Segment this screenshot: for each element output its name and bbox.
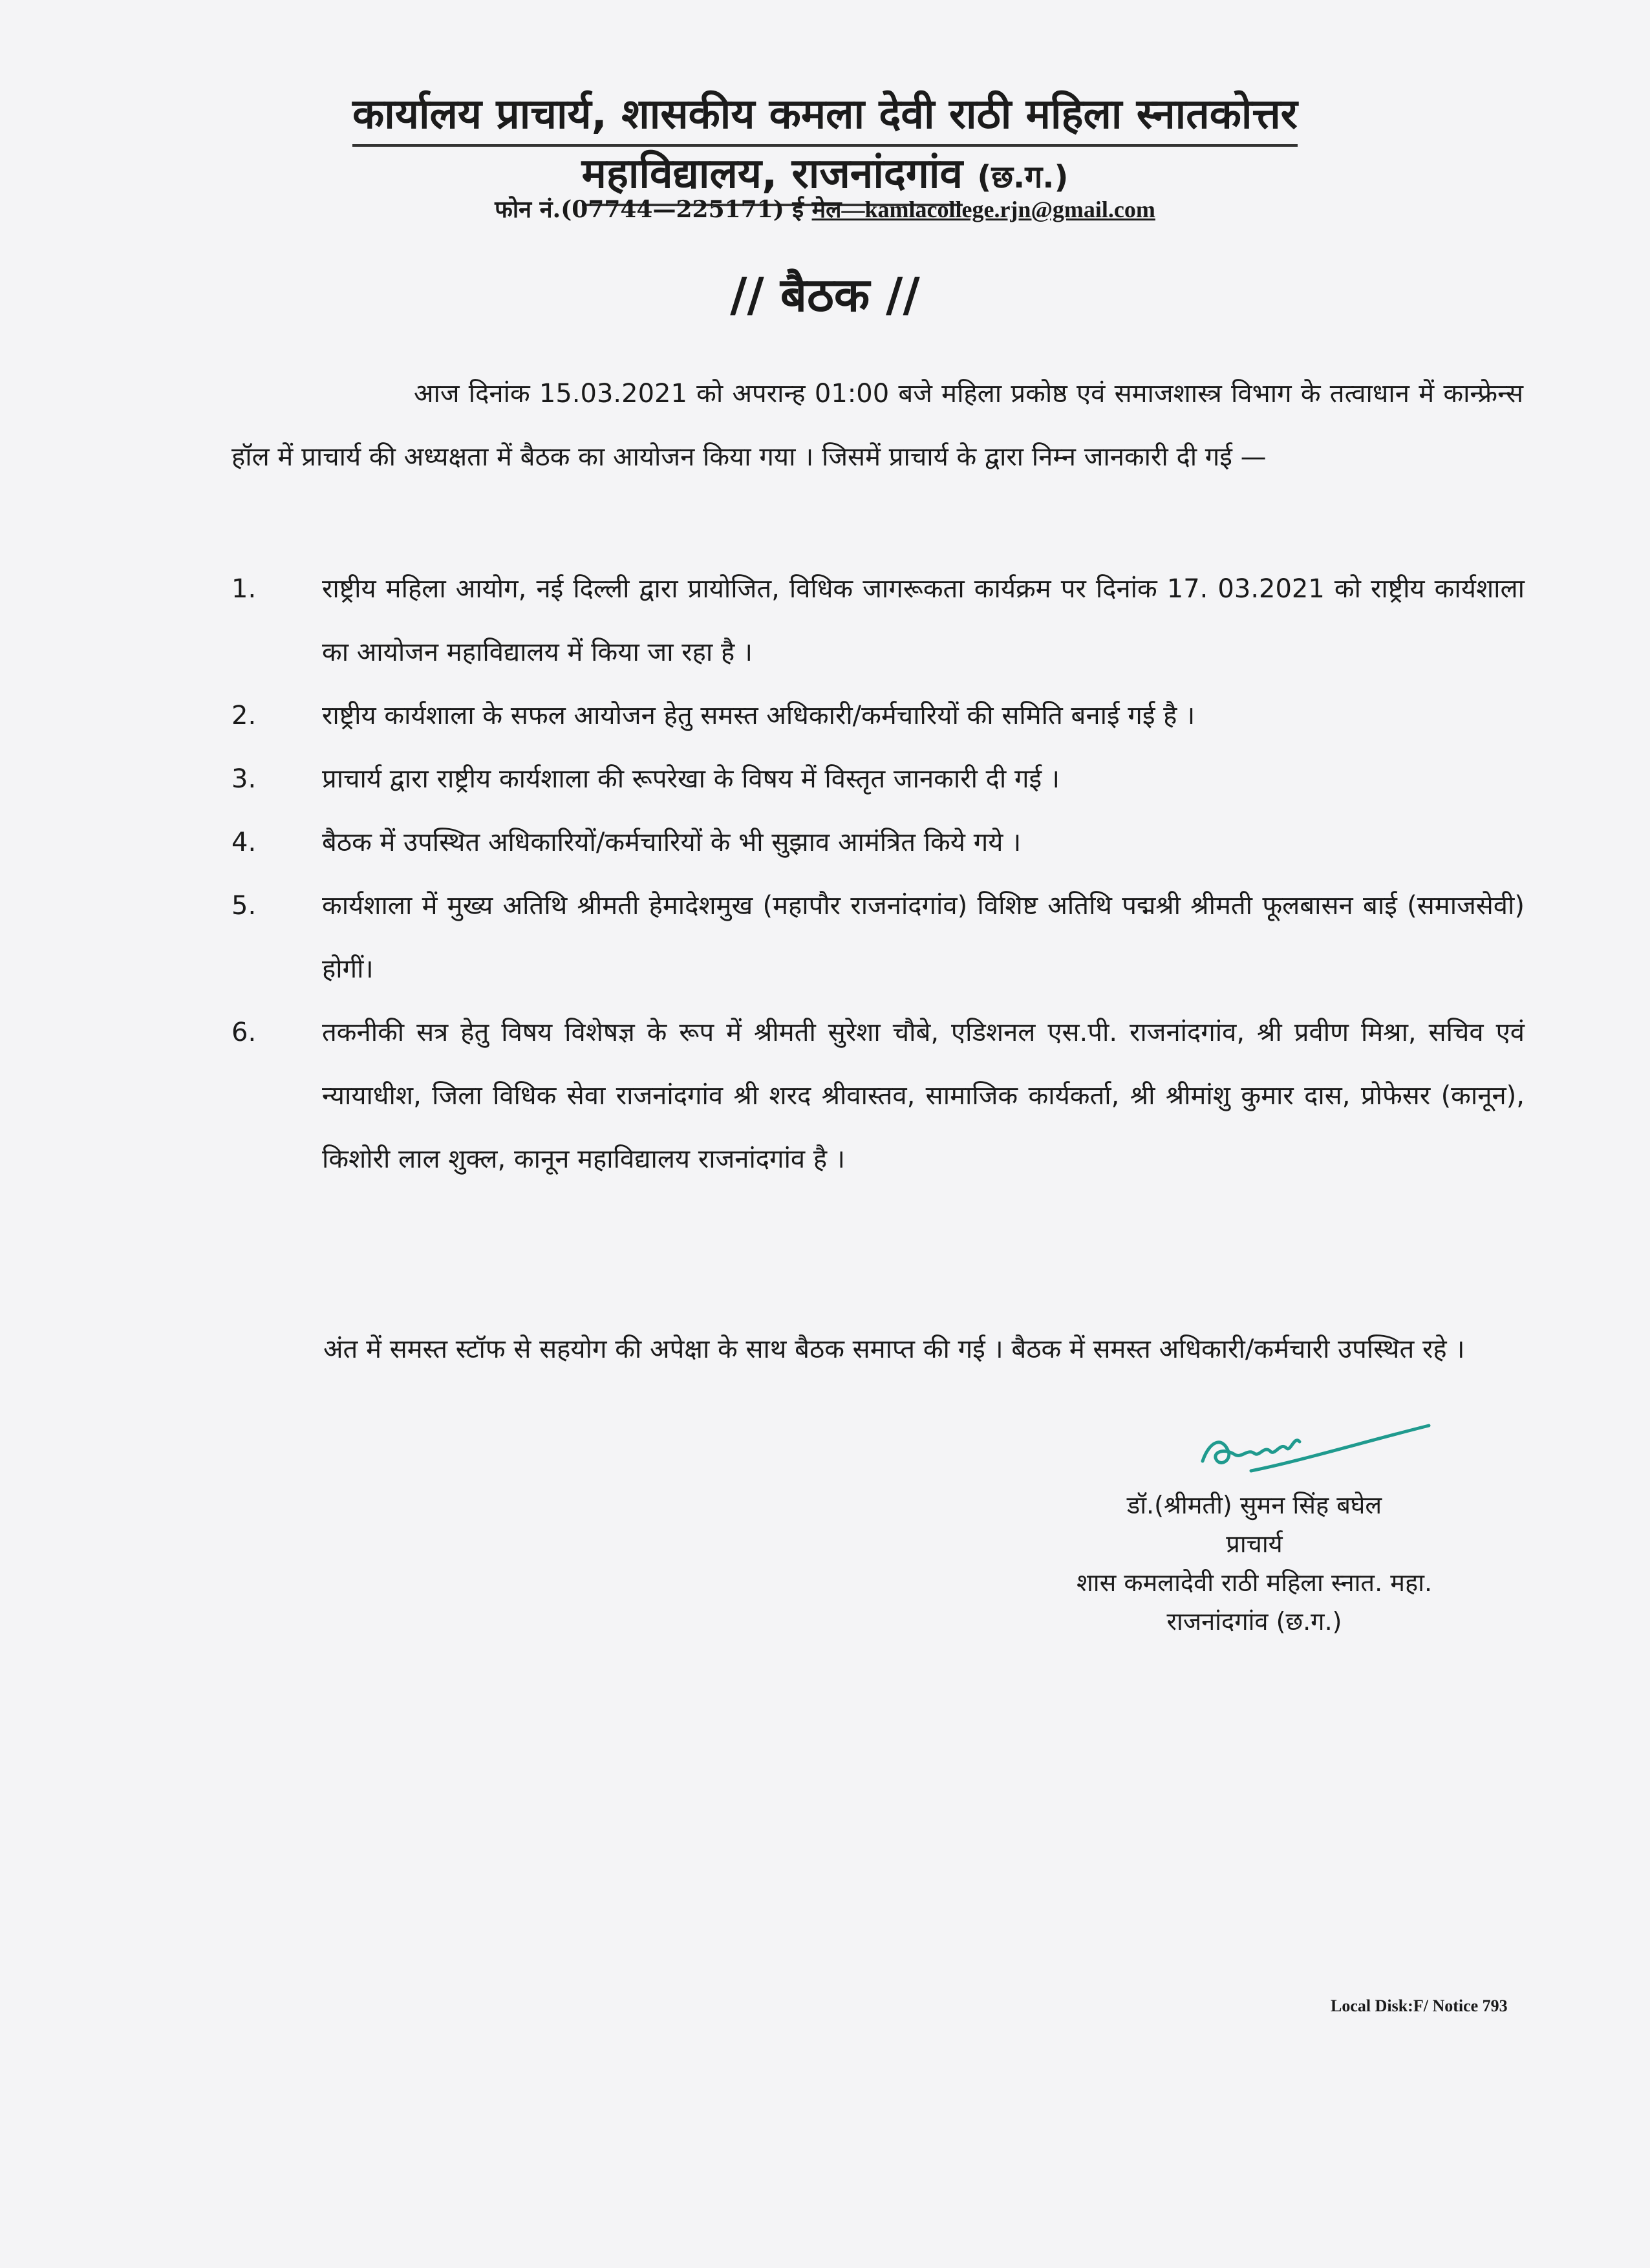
list-item xyxy=(231,811,1525,874)
item-number: 2. xyxy=(231,701,257,731)
item-text: कार्यशाला में मुख्य अतिथि श्रीमती हेमादेशमुख (महापौर राजनांदगांव) विशिष्ट अतिथि पद्मश्री श्रीमती फूलबासन बाई (समाजसेवी) होगीं। xyxy=(322,891,1525,984)
list-item xyxy=(231,1001,1525,1191)
item-text: प्राचार्य द्वारा राष्ट्रीय कार्यशाला की रूपरेखा के विषय में विस्तृत जानकारी दी गई । xyxy=(322,764,1060,794)
intro-paragraph: आज दिनांक 15.03.2021 को अपरान्ह 01:00 बजे महिला प्रकोष्ठ एवं समाजशास्त्र विभाग के तत्वाधान में कान्फ्रेन्स हॉल में प्राचार्य की अध्यक्षता में बैठक का आयोजन किया गया । जिसमें प्राचार्य के द्वारा निम्न जानकारी दी गई — xyxy=(231,379,1523,472)
office-header-line2: महाविद्यालय, राजनांदगांव xyxy=(582,144,963,206)
handwritten-signature xyxy=(1190,1416,1442,1481)
meeting-title: // बैठक // xyxy=(730,268,920,322)
signatory-designation: प्राचार्य xyxy=(1226,1530,1283,1558)
office-header-state: (छ.ग.) xyxy=(977,159,1069,195)
office-header-line1: कार्यालय प्राचार्य, शासकीय कमला देवी राठी महिला स्नातकोत्तर xyxy=(352,84,1298,147)
item-number: 3. xyxy=(231,764,257,794)
item-text: राष्ट्रीय कार्यशाला के सफल आयोजन हेतु समस्त अधिकारी/कर्मचारियों की समिति बनाई गई है । xyxy=(322,701,1195,731)
list-item xyxy=(231,874,1525,1001)
list-item xyxy=(231,747,1525,811)
list-item xyxy=(231,684,1525,747)
signatory-name: डॉ.(श्रीमती) सुमन सिंह बघेल xyxy=(1126,1491,1382,1519)
signatory-place: राजनांदगांव (छ.ग.) xyxy=(1166,1607,1342,1636)
item-text: तकनीकी सत्र हेतु विषय विशेषज्ञ के रूप में श्रीमती सुरेशा चौबे, एडिशनल एस.पी. राजनांदगांव, श्री प्रवीण मिश्रा, सचिव एवं न्यायाधीश, जिला विधिक सेवा राजनांदगांव श्री शरद श्रीवास्तव, सामाजिक कार्यकर्ता, श्री श्रीमांशु कुमार दास, प्रोफेसर (कानून), किशोरी लाल शुक्ल, कानून महाविद्यालय राजनांदगांव है । xyxy=(322,1018,1525,1174)
phone-text: फोन नं.(07744—225171) ई xyxy=(495,196,804,223)
item-text: राष्ट्रीय महिला आयोग, नई दिल्ली द्वारा प्रायोजित, विधिक जागरूकता कार्यक्रम पर दिनांक 17. 03.2021 को राष्ट्रीय कार्यशाला का आयोजन महाविद्यालय में किया जा रहा है । xyxy=(322,574,1525,667)
signatory-block xyxy=(1009,1486,1500,1641)
office-header xyxy=(0,84,1650,147)
item-number: 5. xyxy=(231,891,257,921)
item-text: बैठक में उपस्थित अधिकारियों/कर्मचारियों के भी सुझाव आमंत्रित किये गये । xyxy=(322,828,1022,857)
item-number: 1. xyxy=(231,574,257,604)
signature-stroke xyxy=(1203,1426,1429,1471)
points-list xyxy=(231,557,1525,1191)
closing-paragraph: अंत में समस्त स्टॉफ से सहयोग की अपेक्षा के साथ बैठक समाप्त की गई । बैठक में समस्त अधिकारी/कर्मचारी उपस्थित रहे । xyxy=(323,1334,1465,1364)
item-number: 6. xyxy=(231,1018,257,1047)
contact-line xyxy=(0,193,1650,224)
item-number: 4. xyxy=(231,828,257,857)
list-item xyxy=(231,557,1525,684)
email-text: मेल—kamlacollege.rjn@gmail.com xyxy=(811,197,1155,222)
file-reference: Local Disk:F/ Notice 793 xyxy=(1331,1996,1508,2015)
signatory-institution: शास कमलादेवी राठी महिला स्नात. महा. xyxy=(1076,1568,1433,1597)
